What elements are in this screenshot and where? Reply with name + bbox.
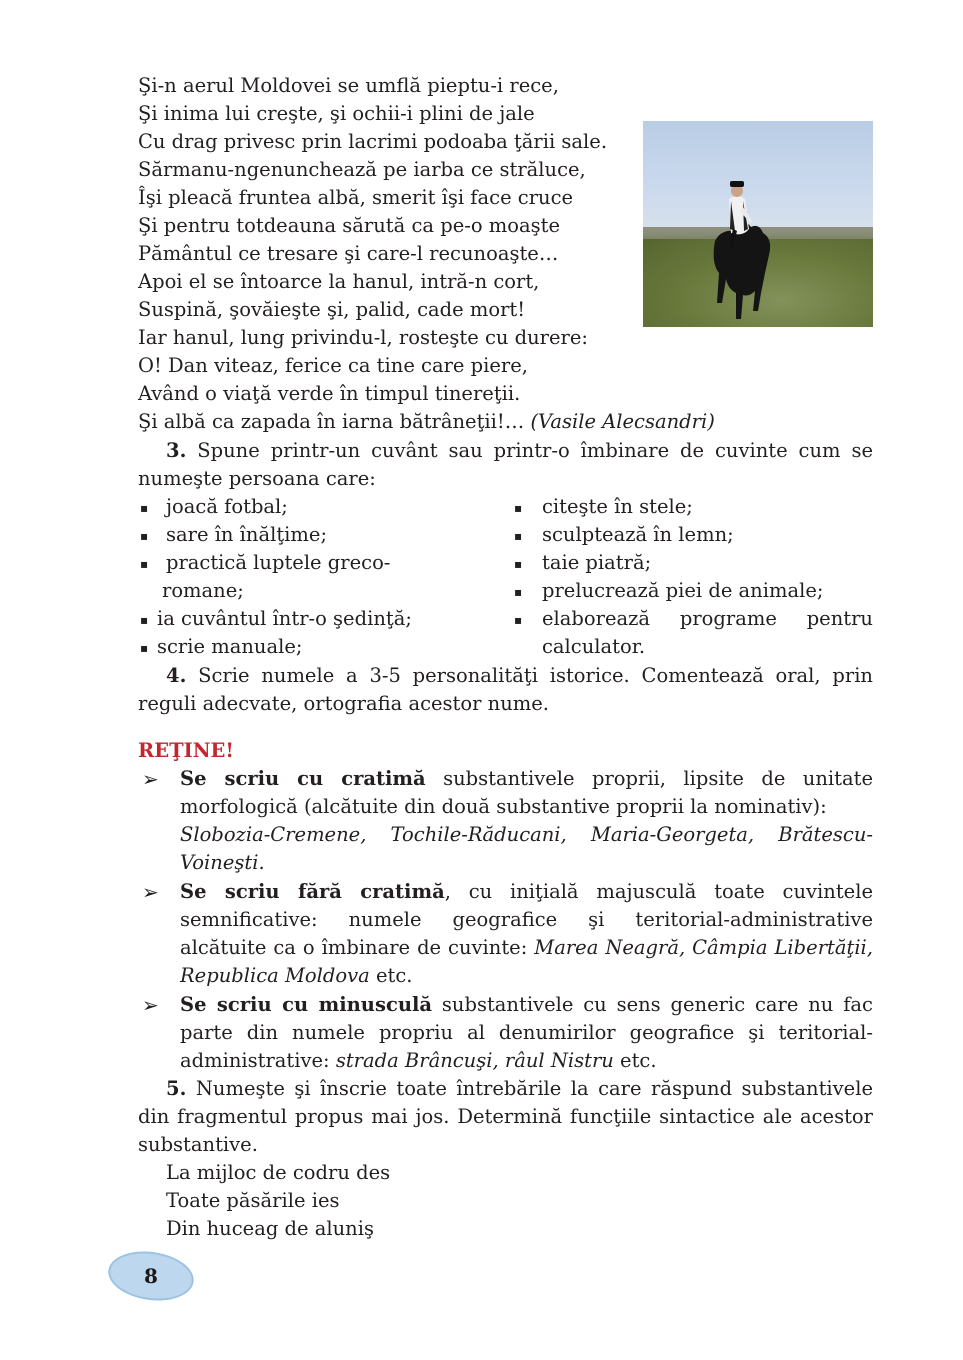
list-item: joacă fotbal; xyxy=(166,495,288,518)
poem-line: Şi-n aerul Moldovei se umflă pieptu-i rece, xyxy=(138,74,559,97)
bullet-icon: ▪ xyxy=(514,585,523,599)
poem-line: Pământul ce tresare şi care-l recunoaşte… xyxy=(138,242,559,265)
verse-line: Toate păsările ies xyxy=(166,1189,340,1212)
rule-1-line-2: morfologică (alcătuite din două substantive proprii la nominativ): xyxy=(180,795,827,818)
rule-3-line-1: Se scriu cu minusculă substantivele cu sens generic care nu fac xyxy=(180,993,873,1016)
bullet-icon: ▪ xyxy=(514,529,523,543)
bullet-icon: ▪ xyxy=(140,501,149,515)
arrow-bullet-icon: ➢ xyxy=(142,993,159,1017)
exercise-5-line-1: 5. Numeşte şi înscrie toate întrebările la care răspund substantivele xyxy=(166,1077,874,1100)
arrow-bullet-icon: ➢ xyxy=(142,767,159,791)
arrow-bullet-icon: ➢ xyxy=(142,880,159,904)
poem-line: O! Dan viteaz, ferice ca tine care piere, xyxy=(138,354,528,377)
rule-3-line-2: parte din numele propriu al denumirilor geografice şi teritorial- xyxy=(180,1021,873,1044)
list-item: elaborează programe pentru xyxy=(542,607,873,630)
bullet-icon: ▪ xyxy=(140,641,149,655)
list-item-continuation: romane; xyxy=(162,579,244,602)
poem-author: (Vasile Alecsandri) xyxy=(530,410,715,433)
poem-line-last: Şi albă ca zapada în iarna bătrâneţii!… (Vasile Alecsandri) xyxy=(138,410,715,433)
list-item: citeşte în stele; xyxy=(542,495,693,518)
verse-line: Din huceag de aluniş xyxy=(166,1217,374,1240)
poem-line: Îşi pleacă fruntea albă, smerit îşi face cruce xyxy=(138,186,574,209)
bullet-icon: ▪ xyxy=(140,529,149,543)
rule-2-line-2: semnificative: numele geografice şi teritorial-administrative xyxy=(180,908,873,931)
list-item: practică luptele greco- xyxy=(166,551,391,574)
list-item-continuation: calculator. xyxy=(542,635,646,658)
exercise-number: 5. xyxy=(166,1077,187,1100)
exercise-3-line-2: numeşte persoana care: xyxy=(138,467,376,490)
poem-line: Şi inima lui creşte, şi ochii-i plini de jale xyxy=(138,102,535,125)
poem-line: Şi pentru totdeauna sărută ca pe-o moaşte xyxy=(138,214,561,237)
poem-line: Având o viaţă verde în timpul tinereţii. xyxy=(138,382,521,405)
rule-1-examples-end: Voineşti. xyxy=(180,851,265,874)
bullet-icon: ▪ xyxy=(514,613,523,627)
exercise-5-line-3: substantive. xyxy=(138,1133,258,1156)
rule-2-line-4: Republica Moldova etc. xyxy=(180,964,413,987)
bullet-icon: ▪ xyxy=(140,613,149,627)
list-item: ia cuvântul într-o şedinţă; xyxy=(157,607,412,630)
page-number: 8 xyxy=(144,1264,158,1288)
exercise-3-line-1: 3. Spune printr-un cuvânt sau printr-o îmbinare de cuvinte cum se xyxy=(166,439,873,462)
list-item: sculptează în lemn; xyxy=(542,523,734,546)
rule-2-line-3: alcătuite ca o îmbinare de cuvinte: Marea Neagră, Câmpia Libertăţii, xyxy=(180,936,873,959)
rule-3-line-3: administrative: strada Brâncuşi, râul Nistru etc. xyxy=(180,1049,657,1072)
rule-2-line-1: Se scriu fără cratimă, cu iniţială majusculă toate cuvintele xyxy=(180,880,873,903)
list-item: sare în înălţime; xyxy=(166,523,328,546)
list-item: scrie manuale; xyxy=(157,635,303,658)
verse-line: La mijloc de codru des xyxy=(166,1161,391,1184)
bullet-icon: ▪ xyxy=(140,557,149,571)
horse-rider-photo xyxy=(643,121,873,327)
exercise-number: 4. xyxy=(166,664,187,687)
poem-line: Cu drag privesc prin lacrimi podoaba ţării sale. xyxy=(138,130,608,153)
bullet-icon: ▪ xyxy=(514,557,523,571)
retine-heading: REŢINE! xyxy=(138,739,234,762)
list-item: taie piatră; xyxy=(542,551,652,574)
bullet-icon: ▪ xyxy=(514,501,523,515)
poem-line: Sărmanu-ngenunchează pe iarba ce străluce, xyxy=(138,158,586,181)
exercise-number: 3. xyxy=(166,439,187,462)
poem-line: Suspină, şovăieşte şi, palid, cade mort! xyxy=(138,298,526,321)
poem-line: Iar hanul, lung privindu-l, rosteşte cu durere: xyxy=(138,326,588,349)
exercise-4-line-1: 4. Scrie numele a 3-5 personalităţi istorice. Comentează oral, prin xyxy=(166,664,873,687)
list-item: prelucrează piei de animale; xyxy=(542,579,824,602)
rule-1-examples: Slobozia-Cremene, Tochile-Răducani, Maria-Georgeta, Brătescu- xyxy=(180,823,873,846)
poem-line: Apoi el se întoarce la hanul, intră-n cort, xyxy=(138,270,540,293)
rule-1-line-1: Se scriu cu cratimă substantivele proprii, lipsite de unitate xyxy=(180,767,873,790)
exercise-5-line-2: din fragmentul propus mai jos. Determină funcţiile sintactice ale acestor xyxy=(138,1105,873,1128)
exercise-4-line-2: reguli adecvate, ortografia acestor nume. xyxy=(138,692,549,715)
